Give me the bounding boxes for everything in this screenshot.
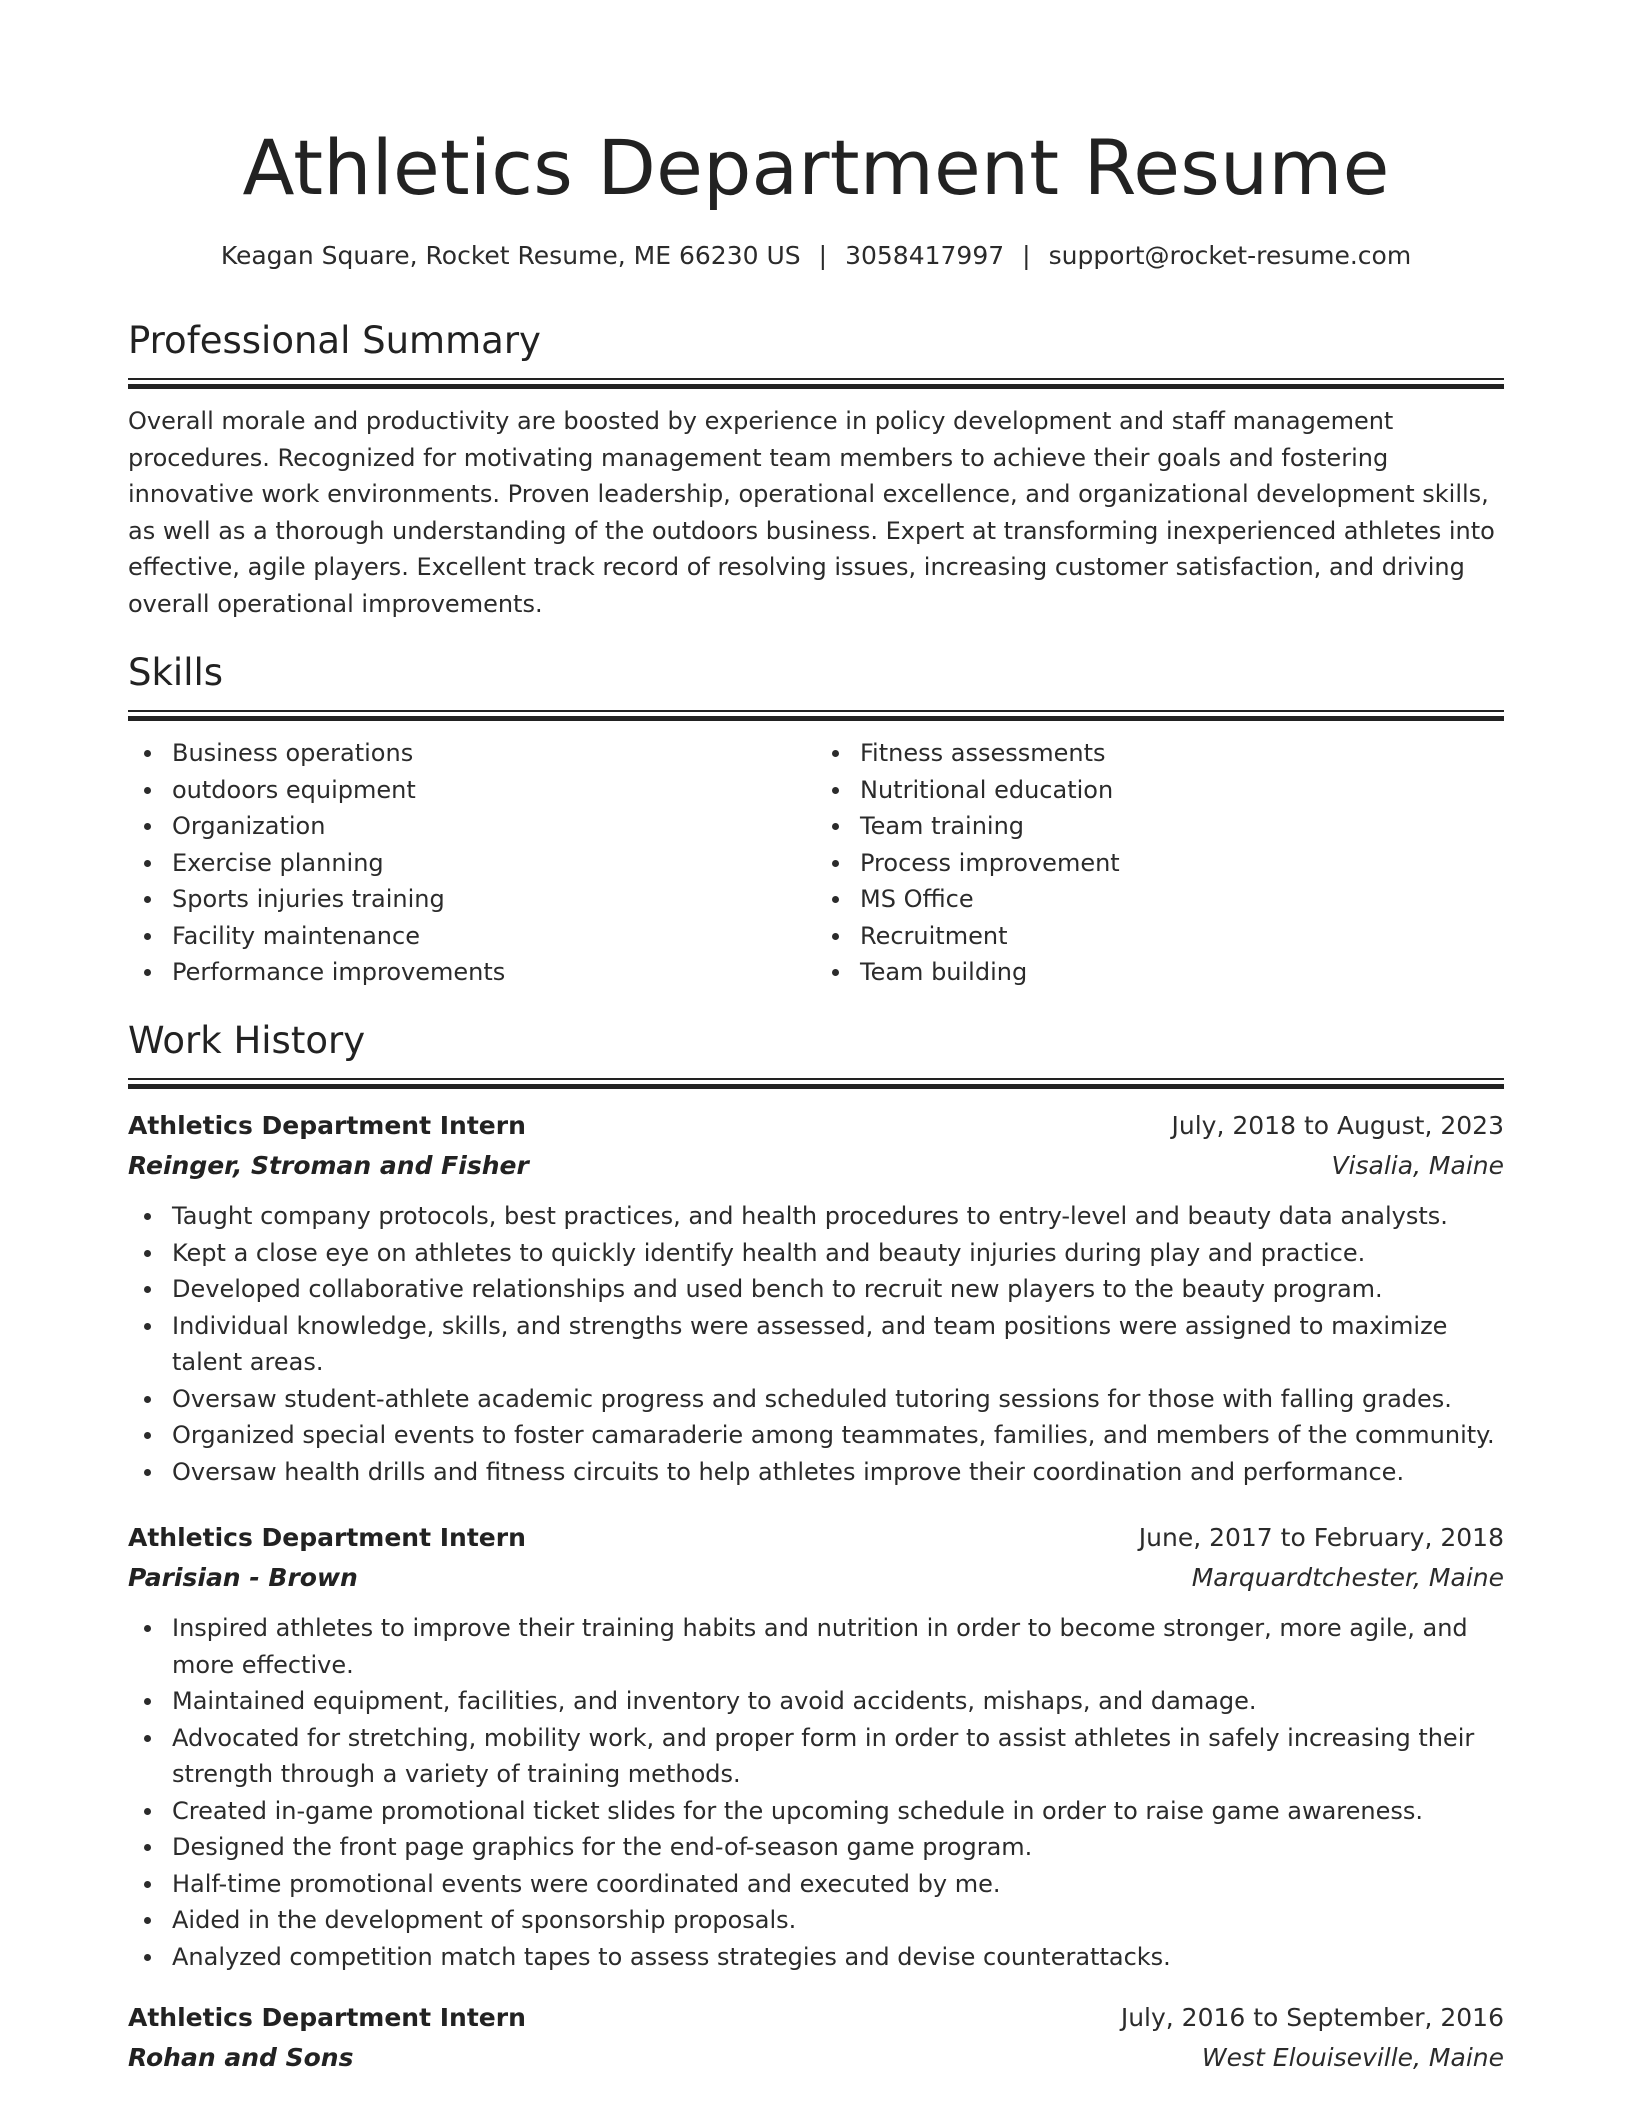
skill-item: Performance improvements (172, 954, 816, 991)
job-location: West Elouiseville, Maine (1201, 2043, 1504, 2072)
duty-item: Created in-game promotional ticket slides for the upcoming schedule in order to raise game awareness. (172, 1793, 1504, 1830)
duty-item: Half-time promotional events were coordinated and executed by me. (172, 1866, 1504, 1903)
contact-phone: 3058417997 (845, 241, 1005, 270)
section-divider (128, 1078, 1504, 1089)
skill-item: Organization (172, 808, 816, 845)
skill-item: Exercise planning (172, 845, 816, 882)
skill-item: Team building (860, 954, 1504, 991)
duty-item: Designed the front page graphics for the end-of-season game program. (172, 1829, 1504, 1866)
job-dates: July, 2016 to September, 2016 (1120, 2003, 1504, 2032)
skills-section (128, 648, 1504, 991)
duty-item: Kept a close eye on athletes to quickly identify health and beauty injuries during play and practice. (172, 1235, 1504, 1272)
job-entry (128, 1106, 1504, 1490)
skills-left-column (128, 735, 816, 991)
job-dates: July, 2018 to August, 2023 (1171, 1111, 1504, 1140)
contact-line (128, 238, 1504, 274)
contact-email: support@rocket-resume.com (1048, 241, 1412, 270)
work-history-heading: Work History (128, 1019, 366, 1062)
skill-item: Process improvement (860, 845, 1504, 882)
skill-item: Sports injuries training (172, 881, 816, 918)
summary-section (128, 316, 1504, 622)
skill-item: Business operations (172, 735, 816, 772)
job-location: Visalia, Maine (1331, 1151, 1504, 1180)
skill-item: outdoors equipment (172, 772, 816, 809)
duty-item: Aided in the development of sponsorship proposals. (172, 1902, 1504, 1939)
section-divider (128, 378, 1504, 389)
job-company: Reinger, Stroman and Fisher (128, 1151, 529, 1180)
job-entry (128, 1518, 1504, 1975)
duty-item: Individual knowledge, skills, and strengths were assessed, and team positions were assigned to maximize talent areas. (172, 1308, 1504, 1381)
work-history-section (128, 1016, 1504, 1089)
summary-heading: Professional Summary (128, 319, 541, 362)
contact-separator: | (1022, 241, 1031, 270)
skill-item: Facility maintenance (172, 918, 816, 955)
skills-heading: Skills (128, 651, 224, 694)
job-duties (128, 1198, 1504, 1490)
skills-columns (128, 735, 1504, 991)
duty-item: Maintained equipment, facilities, and inventory to avoid accidents, mishaps, and damage. (172, 1683, 1504, 1720)
contact-separator: | (818, 241, 828, 270)
duty-item: Oversaw student-athlete academic progress and scheduled tutoring sessions for those with falling grades. (172, 1381, 1504, 1418)
duty-item: Organized special events to foster camaraderie among teammates, families, and members of the community. (172, 1417, 1504, 1454)
summary-text: Overall morale and productivity are boosted by experience in policy development and staff management procedures. Recognized for motivating management team members to achieve their goals and fostering innovative work environments. Proven leadership, operational excellence, and organizational development skills, as well as a thorough understanding of the outdoors business. Expert at transforming inexperienced athletes into effective, agile players. Excellent track record of resolving issues, increasing customer satisfaction, and driving overall operational improvements. (128, 407, 1495, 618)
duty-item: Oversaw health drills and fitness circuits to help athletes improve their coordination and performance. (172, 1454, 1504, 1491)
job-title: Athletics Department Intern (128, 1523, 526, 1552)
job-title: Athletics Department Intern (128, 1111, 526, 1140)
section-divider (128, 710, 1504, 721)
job-dates: June, 2017 to February, 2018 (1138, 1523, 1504, 1552)
skill-item: Fitness assessments (860, 735, 1504, 772)
job-title: Athletics Department Intern (128, 2003, 526, 2032)
contact-address: Keagan Square, Rocket Resume, ME 66230 US (220, 241, 801, 270)
skills-right-column (816, 735, 1504, 991)
duty-item: Analyzed competition match tapes to assess strategies and devise counterattacks. (172, 1939, 1504, 1976)
duty-item: Inspired athletes to improve their training habits and nutrition in order to become stronger, more agile, and more effective. (172, 1610, 1504, 1683)
duty-item: Developed collaborative relationships and used bench to recruit new players to the beauty program. (172, 1271, 1504, 1308)
duty-item: Advocated for stretching, mobility work, and proper form in order to assist athletes in safely increasing their strength through a variety of training methods. (172, 1720, 1504, 1793)
resume-title: Athletics Department Resume (242, 123, 1390, 212)
job-company: Rohan and Sons (128, 2043, 354, 2072)
job-duties (128, 1610, 1504, 1975)
skill-item: Nutritional education (860, 772, 1504, 809)
job-entry (128, 1998, 1504, 2078)
skill-item: Team training (860, 808, 1504, 845)
skill-item: MS Office (860, 881, 1504, 918)
job-location: Marquardtchester, Maine (1191, 1563, 1504, 1592)
job-company: Parisian - Brown (128, 1563, 358, 1592)
skill-item: Recruitment (860, 918, 1504, 955)
duty-item: Taught company protocols, best practices, and health procedures to entry-level and beauty data analysts. (172, 1198, 1504, 1235)
